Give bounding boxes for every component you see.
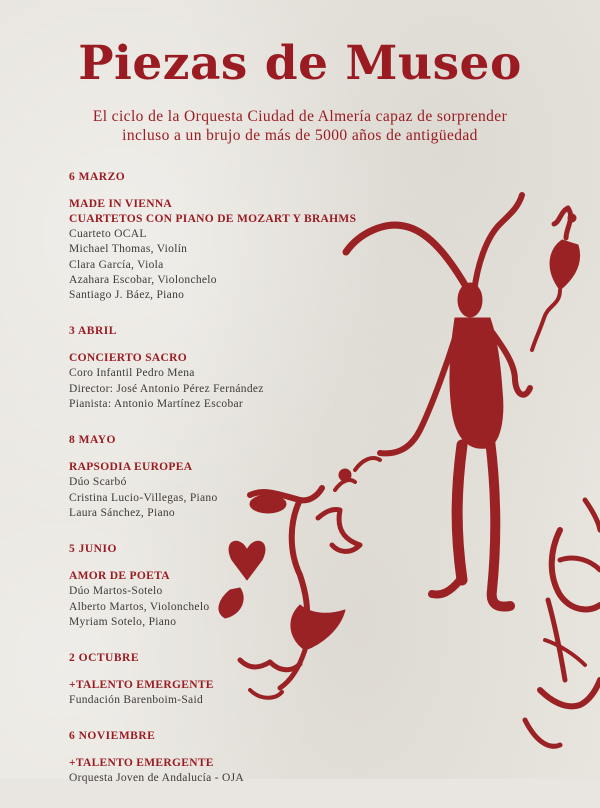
event-title: CONCIERTO SACRO <box>69 352 187 365</box>
event-date: 3 ABRIL <box>69 325 117 338</box>
event-date: 8 MAYO <box>69 434 116 447</box>
poster-title: Piezas de Museo <box>78 36 522 91</box>
event-performer: Orquesta Joven de Andalucía - OJA <box>69 772 245 785</box>
poster-subtitle <box>0 107 600 145</box>
event-date: 6 MARZO <box>69 171 126 183</box>
concert-event <box>69 729 389 786</box>
event-performer: Director: José Antonio Pérez Fernández <box>69 382 264 395</box>
vessel-figure <box>532 208 580 350</box>
concert-event <box>69 651 389 708</box>
concert-event <box>69 324 389 412</box>
event-title: MADE IN VIENNA <box>69 198 173 210</box>
event-performer: Myriam Sotelo, Piano <box>69 615 177 628</box>
concert-event <box>69 542 389 630</box>
concert-program <box>69 170 389 808</box>
event-date: 6 NOVIEMBRE <box>69 730 156 743</box>
event-performer: Cuarteto OCAL <box>69 228 147 240</box>
event-performer: Pianista: Antonio Martínez Escobar <box>69 398 244 411</box>
event-performer: Azahara Escobar, Violonchelo <box>69 273 217 286</box>
event-subtitle: CUARTETOS CON PIANO DE MOZART Y BRAHMS <box>69 213 357 225</box>
event-performer: Alberto Martos, Violonchelo <box>69 600 210 613</box>
subtitle-line-2: incluso a un brujo de más de 5000 años de antigüedad <box>122 127 478 144</box>
event-performer: Santiago J. Báez, Piano <box>69 289 185 302</box>
concert-event <box>69 170 389 303</box>
event-title: RAPSODIA EUROPEA <box>69 461 193 474</box>
event-performer: Coro Infantil Pedro Mena <box>69 367 195 380</box>
event-title: +TALENTO EMERGENTE <box>69 757 214 770</box>
event-performer: Fundación Barenboim-Said <box>69 694 203 707</box>
event-performer: Dúo Scarbó <box>69 476 127 489</box>
event-title: AMOR DE POETA <box>69 570 170 583</box>
event-date: 2 OCTUBRE <box>69 652 139 665</box>
event-performer: Michael Thomas, Violín <box>69 243 188 256</box>
event-date: 5 JUNIO <box>69 543 117 556</box>
concert-event <box>69 433 389 521</box>
event-title: +TALENTO EMERGENTE <box>69 679 214 692</box>
event-performer: Cristina Lucio-Villegas, Piano <box>69 491 218 504</box>
event-performer: Laura Sánchez, Piano <box>69 506 175 519</box>
subtitle-line-1: El ciclo de la Orquesta Ciudad de Almería capaz de sorprender <box>92 108 508 125</box>
event-performer: Clara García, Viola <box>69 258 164 271</box>
event-performer: Dúo Martos-Sotelo <box>69 585 163 598</box>
wheel-motif <box>525 500 600 746</box>
